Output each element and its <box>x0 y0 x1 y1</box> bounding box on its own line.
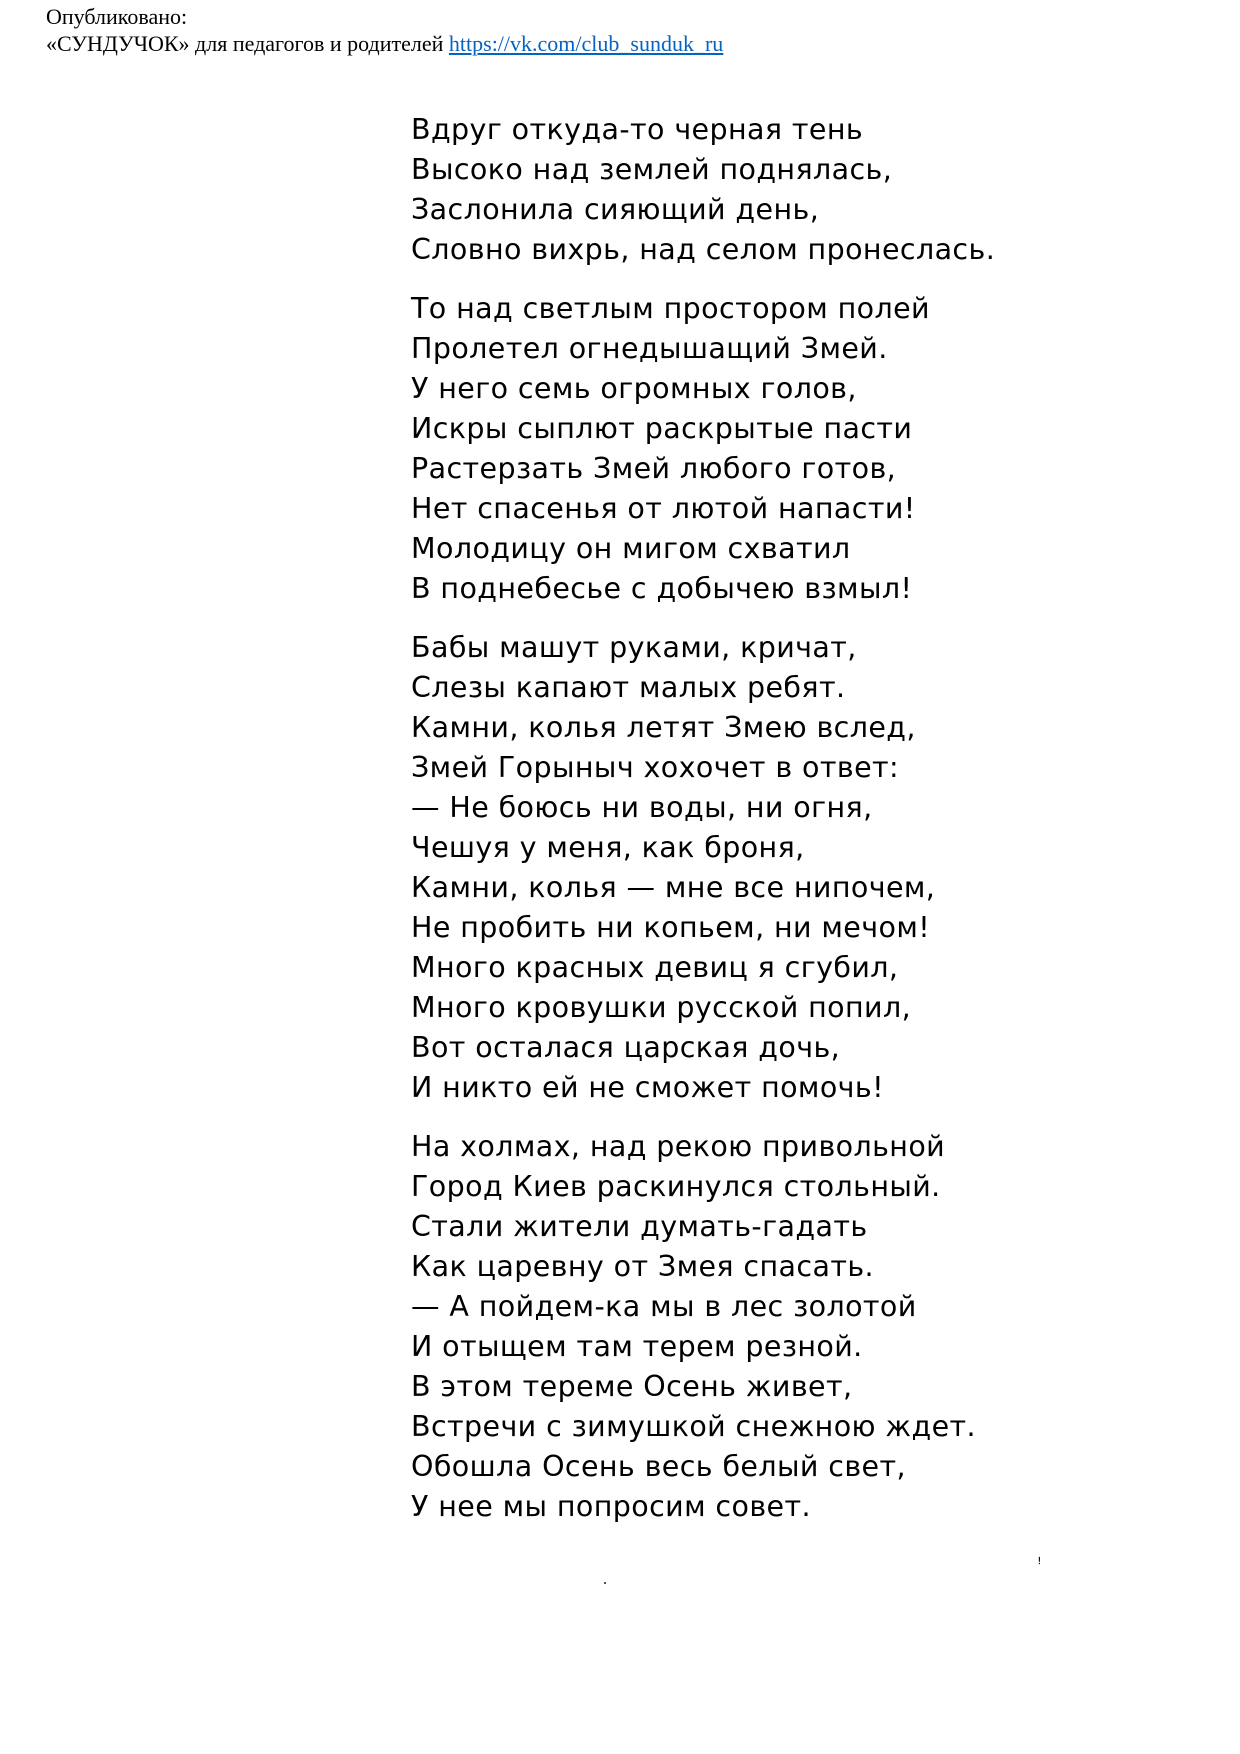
publication-header <box>46 3 723 57</box>
poem-line: Камни, колья — мне все нипочем, <box>411 871 936 904</box>
poem-line: Пролетел огнедышащий Змей. <box>411 332 888 365</box>
poem-stanza <box>411 1127 995 1527</box>
vk-club-link[interactable]: https://vk.com/club_sunduk_ru <box>448 31 724 56</box>
poem-line: Слезы капают малых ребят. <box>411 671 846 704</box>
poem-line: Не пробить ни копьем, ни мечом! <box>411 911 931 944</box>
publisher-text: «СУНДУЧОК» для педагогов и родителей <box>46 31 444 56</box>
poem-line: Высоко над землей поднялась, <box>411 153 893 186</box>
poem-line: — А пойдем-ка мы в лес золотой <box>411 1290 917 1323</box>
scan-speck <box>604 1582 606 1584</box>
poem-line: Обошла Осень весь белый свет, <box>411 1450 906 1483</box>
poem-line: — Не боюсь ни воды, ни огня, <box>411 791 873 824</box>
poem-line: Чешуя у меня, как броня, <box>411 831 805 864</box>
poem <box>411 110 995 1546</box>
poem-line: Заслонила сияющий день, <box>411 193 820 226</box>
poem-line: Словно вихрь, над селом пронеслась. <box>411 233 996 266</box>
poem-line: И отыщем там терем резной. <box>411 1330 863 1363</box>
poem-line: Нет спасенья от лютой напасти! <box>411 492 916 525</box>
poem-line: Вот осталася царская дочь, <box>411 1031 841 1064</box>
page-mark: ꜝ <box>1037 1554 1042 1575</box>
poem-line: Много красных девиц я сгубил, <box>411 951 899 984</box>
poem-stanza <box>411 628 995 1108</box>
poem-line: Искры сыплют раскрытые пасти <box>411 412 913 445</box>
poem-line: Камни, колья летят Змею вслед, <box>411 711 916 744</box>
poem-line: Растерзать Змей любого готов, <box>411 452 897 485</box>
poem-line: Змей Горыныч хохочет в ответ: <box>411 751 900 784</box>
poem-line: Стали жители думать-гадать <box>411 1210 868 1243</box>
poem-line: Бабы машут руками, кричат, <box>411 631 857 664</box>
poem-line: Встречи с зимушкой снежною ждет. <box>411 1410 976 1443</box>
poem-line: Молодицу он мигом схватил <box>411 532 851 565</box>
poem-line: В поднебесье с добычею взмыл! <box>411 572 913 605</box>
poem-line: Много кровушки русской попил, <box>411 991 912 1024</box>
publisher-line <box>46 30 723 57</box>
poem-line: То над светлым простором полей <box>411 292 930 325</box>
poem-line: И никто ей не сможет помочь! <box>411 1071 884 1104</box>
poem-line: У нее мы попросим совет. <box>411 1490 811 1523</box>
poem-line: Город Киев раскинулся стольный. <box>411 1170 941 1203</box>
poem-line: В этом тереме Осень живет, <box>411 1370 853 1403</box>
poem-line: На холмах, над рекою привольной <box>411 1130 946 1163</box>
published-label: Опубликовано: <box>46 4 188 29</box>
poem-line: У него семь огромных голов, <box>411 372 857 405</box>
poem-stanza <box>411 289 995 609</box>
poem-stanza <box>411 110 995 270</box>
poem-line: Как царевну от Змея спасать. <box>411 1250 874 1283</box>
poem-line: Вдруг откуда-то черная тень <box>411 113 864 146</box>
